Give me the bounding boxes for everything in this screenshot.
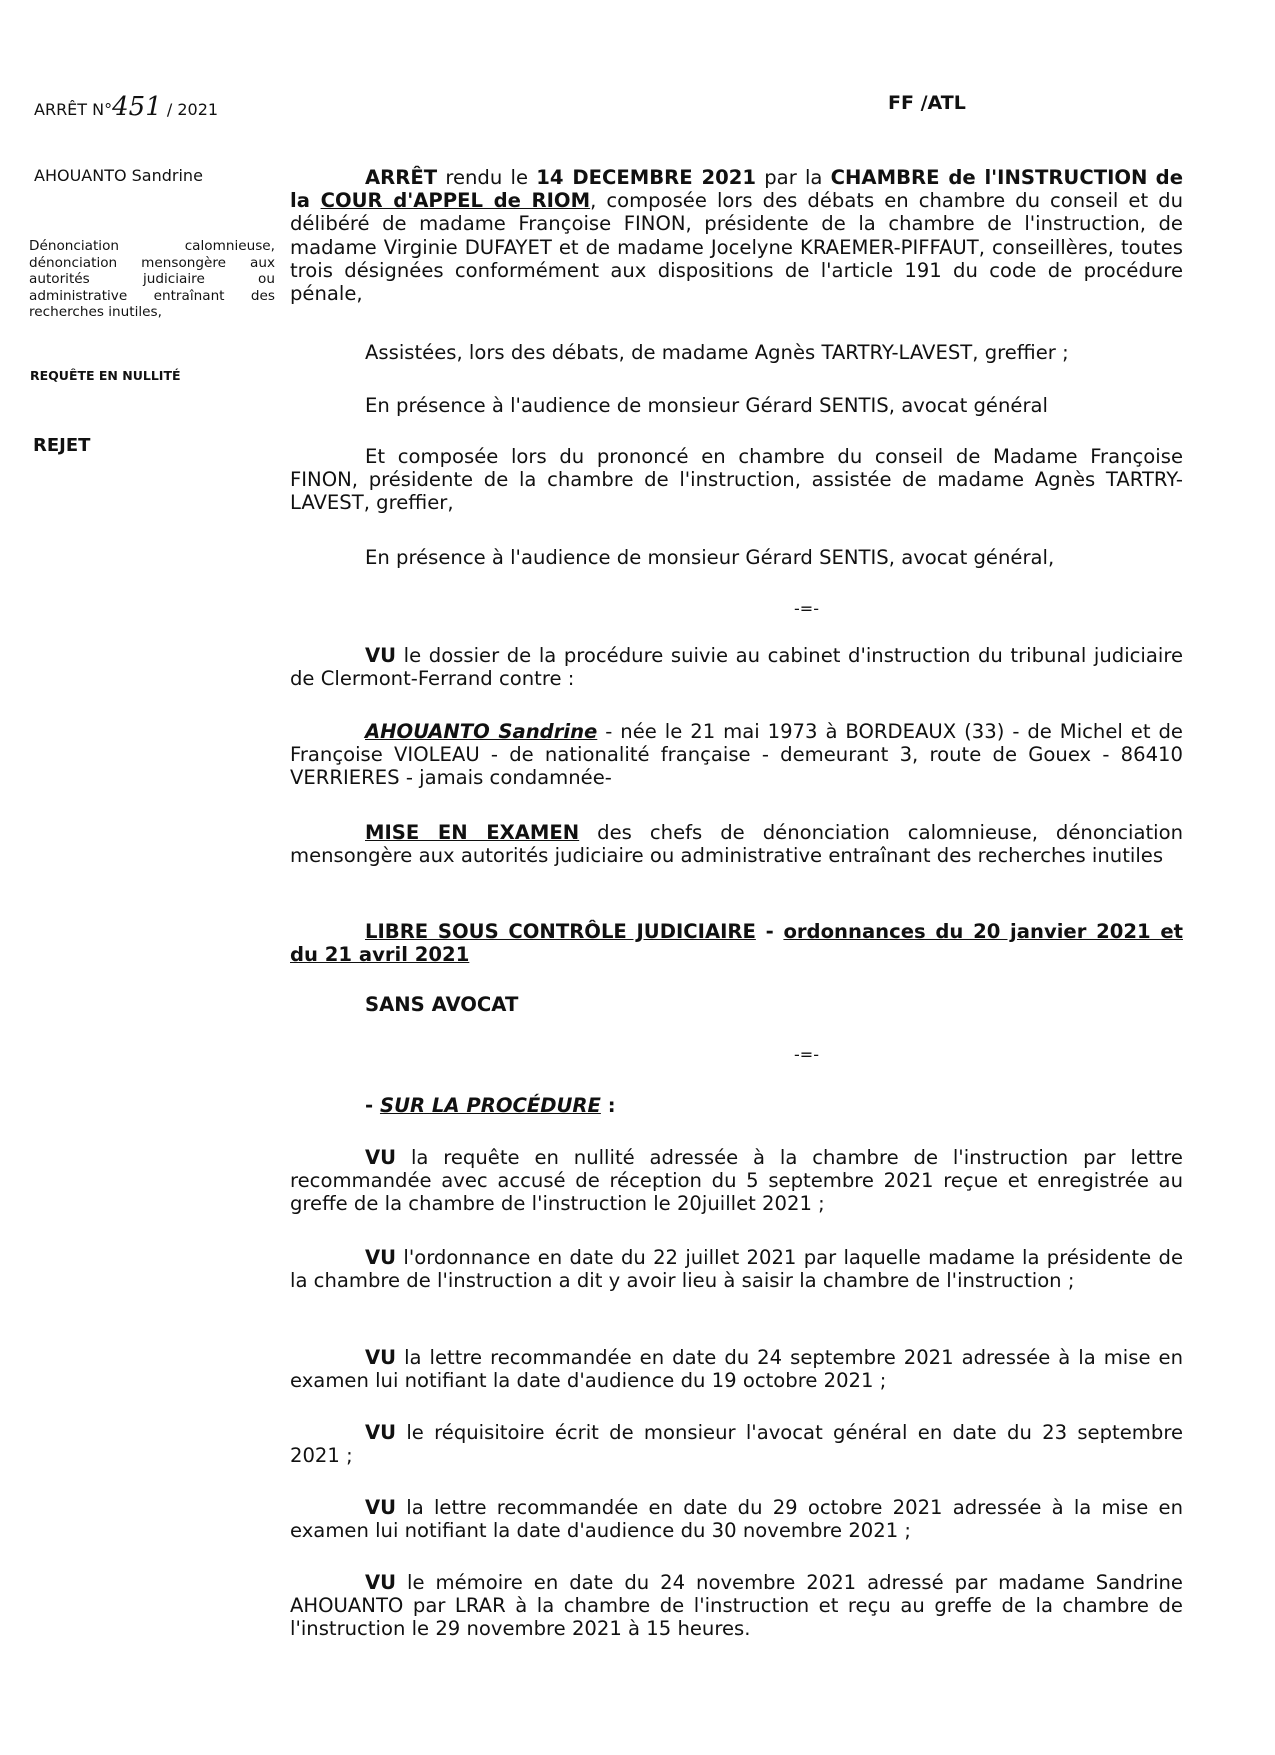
- vu-item: VU le mémoire en date du 24 novembre 2021 adressé par madame Sandrine AHOUANTO par LRAR à la chambre de l'instruction et reçu au greffe de la chambre de l'instruction le 29 novembre 2021 à 15 heures.: [290, 1571, 1183, 1641]
- presence-paragraph-2: En présence à l'audience de monsieur Gérard SENTIS, avocat général,: [365, 546, 1055, 569]
- presence-paragraph-1: En présence à l'audience de monsieur Gérard SENTIS, avocat général: [365, 394, 1048, 417]
- assistees-paragraph: Assistées, lors des débats, de madame Agnès TARTRY-LAVEST, greffier ;: [365, 341, 1069, 364]
- person-paragraph: AHOUANTO Sandrine - née le 21 mai 1973 à BORDEAUX (33) - de Michel et de Françoise VIOLEAU - de nationalité française - demeurant 3, route de Gouex - 86410 VERRIERES - jamais condamnée-: [290, 720, 1183, 790]
- vu-dossier-paragraph: VU le dossier de la procédure suivie au cabinet d'instruction du tribunal judiciaire de Clermont-Ferrand contre :: [290, 644, 1183, 691]
- sidebar-requete: REQUÊTE EN NULLITÉ: [30, 368, 181, 383]
- sidebar-party-name: AHOUANTO Sandrine: [34, 166, 203, 185]
- handwritten-number: 451: [112, 92, 162, 122]
- mise-en-examen-paragraph: MISE EN EXAMEN des chefs de dénonciation calomnieuse, dénonciation mensongère aux autorités judiciaire ou administrative entraînant des recherches inutiles: [290, 821, 1183, 868]
- separator-2: -=-: [794, 1045, 819, 1064]
- vu-item: VU le réquisitoire écrit de monsieur l'avocat général en date du 23 septembre 2021 ;: [290, 1421, 1183, 1468]
- vu-item: VU la lettre recommandée en date du 24 septembre 2021 adressée à la mise en examen lui notifiant la date d'audience du 19 octobre 2021 ;: [290, 1346, 1183, 1393]
- sidebar-charges: Dénonciation calomnieuse, dénonciation mensongère aux autorités judiciaire ou administrative entraînant des recherches inutiles,: [29, 238, 275, 320]
- composee-paragraph: Et composée lors du prononcé en chambre du conseil de Madame Françoise FINON, présidente de la chambre de l'instruction, assistée de madame Agnès TARTRY-LAVEST, greffier,: [290, 445, 1183, 515]
- vu-item: VU l'ordonnance en date du 22 juillet 2021 par laquelle madame la présidente de la chambre de l'instruction a dit y avoir lieu à saisir la chambre de l'instruction ;: [290, 1246, 1183, 1293]
- intro-paragraph: ARRÊT rendu le 14 DECEMBRE 2021 par la CHAMBRE de l'INSTRUCTION de la COUR d'APPEL de RIOM, composée lors des débats en chambre du conseil et du délibéré de madame Françoise FINON, présidente de la chambre de l'instruction, de madame Virginie DUFAYET et de madame Jocelyne KRAEMER-PIFFAUT, conseillères, toutes trois désignées conformément aux dispositions de l'article 191 du code de procédure pénale,: [290, 166, 1184, 306]
- initials: FF /ATL: [888, 92, 966, 114]
- separator-1: -=-: [794, 599, 819, 618]
- vu-item: VU la requête en nullité adressée à la chambre de l'instruction par lettre recommandée avec accusé de réception du 5 septembre 2021 reçue et enregistrée au greffe de la chambre de l'instruction le 20juillet 2021 ;: [290, 1146, 1183, 1216]
- avocat-paragraph: SANS AVOCAT: [365, 993, 519, 1016]
- procedure-heading: - SUR LA PROCÉDURE :: [365, 1094, 616, 1117]
- person-name: AHOUANTO Sandrine: [365, 720, 598, 743]
- sidebar-decision: REJET: [33, 435, 91, 456]
- controle-judiciaire-paragraph: LIBRE SOUS CONTRÔLE JUDICIAIRE - ordonnances du 20 janvier 2021 et du 21 avril 2021: [290, 920, 1183, 967]
- arret-number: ARRÊT N°451 / 2021: [34, 92, 219, 122]
- vu-item: VU la lettre recommandée en date du 29 octobre 2021 adressée à la mise en examen lui notifiant la date d'audience du 30 novembre 2021 ;: [290, 1496, 1183, 1543]
